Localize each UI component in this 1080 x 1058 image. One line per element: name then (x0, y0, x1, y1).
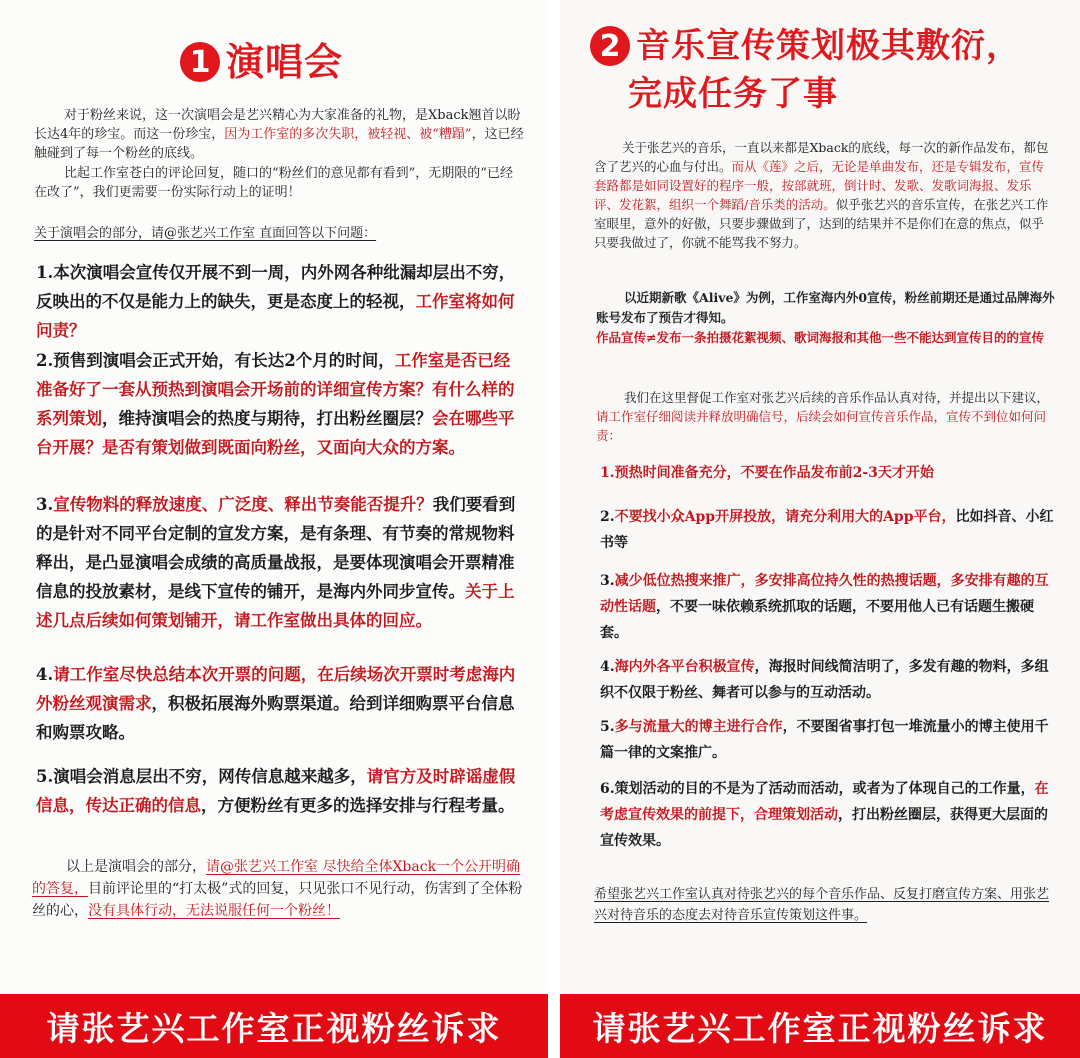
highlight-text: 工作室将如何问责？ (36, 292, 515, 340)
highlight-link-text: 请@张艺兴工作室 尽快给全体Xback一个公开明确的答复， (32, 859, 521, 897)
right-suggestion-1: 1.预热时间准备充分，不要在作品发布前2-3天才开始 (600, 465, 934, 481)
highlight-text: 会在哪些平台开展？是否有策划做到既面向粉丝，又面向大众的方案。 (36, 409, 515, 457)
highlight-text: 宣传物料的释放速度、广泛度、释出节奏能否提升？ (53, 495, 433, 514)
left-lead-line: 关于演唱会的部分，请@张艺兴工作室 直面回答以下问题： (34, 226, 377, 241)
left-question-3 (36, 490, 516, 635)
text: 5.演唱会消息层出不穷，网传信息越来越多， (36, 767, 367, 786)
text: 比如抖音、小红书等 (600, 509, 1054, 551)
highlight-text: 减少低位热搜来推广，多安排高位持久性的热搜话题，多安排有趣的互动性话题 (600, 573, 1049, 615)
text: ，打出粉丝圈层，获得更大层面的宣传效果。 (600, 807, 1048, 849)
text: 似乎张艺兴的音乐宣传，在张艺兴工作室眼里，意外的好傲，只要步骤做到了，达到的结果并不是你们在意的焦点，似乎只要我做过了，你就不能骂我不努力。 (594, 197, 1049, 250)
left-question-4 (36, 660, 516, 747)
highlight-text: 请工作室尽快总结本次开票的问题，在后续场次开票时考虑海内外粉丝观演需求 (36, 665, 516, 713)
highlight-text: 海内外各平台积极宣传 (614, 659, 755, 675)
highlight-text: 而从《莲》之后，无论是单曲发布，还是专辑发布，宣传套路都是如同设置好的程序一般，按部就班，倒计时、发歌、发歌词海报、发乐评、发花絮，组织一个舞蹈/音乐类的活动。 (594, 159, 1045, 212)
highlight-text: 关于上述几点后续如何策划铺开，请工作室做出具体的回应。 (36, 582, 515, 630)
highlight-text: 请官方及时辟谣虚假信息，传达正确的信息 (36, 767, 516, 815)
text: 4. (600, 659, 615, 675)
right-suggestion-4 (600, 654, 1060, 706)
text: ，不要图省事打包一堆流量小的博主使用千篇一律的文案推广。 (600, 719, 1049, 761)
right-title-line-1: 音乐宣传策划极其敷衍， (636, 26, 1021, 66)
text: ，方便粉丝有更多的选择安排与行程考量。 (201, 796, 515, 815)
left-title: 演唱会 (226, 40, 344, 84)
highlight-text: 请工作室仔细阅读并释放明确信号，后续会如何宣传音乐作品，宣传不到位如何问责： (596, 409, 1047, 443)
section-number-badge: 1 (180, 42, 220, 82)
text: 1.本次演唱会宣传仅开展不到一周，内外网各种纰漏却层出不穷，反映出的不仅是能力上的缺失，更是态度上的轻视， (36, 263, 516, 311)
text: 4. (36, 665, 54, 684)
highlight-text: 多与流量大的博主进行合作 (614, 719, 783, 735)
left-footer-banner: 请张艺兴工作室正视粉丝诉求 (0, 994, 548, 1058)
highlight-text: 因为工作室的多次失职，被轻视、被“糟蹋” (224, 127, 472, 142)
left-question-2 (36, 346, 516, 462)
text: ，这已经触碰到了每一个粉丝的底线。 (34, 127, 524, 161)
text: 关于张艺兴的音乐，一直以来都是Xback的底线，每一次的新作品发布，都包含了艺兴的心血与付出。 (594, 140, 1049, 174)
right-title-block (590, 22, 1021, 70)
text: 2.预售到演唱会正式开始，有长达2个月的时间， (36, 351, 395, 370)
text: 6.策划活动的目的不是为了活动而活动，或者为了体现自己的工作量， (600, 781, 1035, 797)
right-suggestion-5 (600, 714, 1060, 766)
section-number-badge: 2 (590, 26, 630, 66)
right-closing-paragraph: 希望张艺兴工作室认真对待张艺兴的每个音乐作品、反复打磨宣传方案、用张艺兴对待音乐的态度去对待音乐宣传策划这件事。 (594, 887, 1050, 923)
right-panel (560, 0, 1080, 1058)
right-suggestion-2 (600, 504, 1060, 556)
text: ，海报时间线简洁明了，多发有趣的物料，多组织不仅限于粉丝、舞者可以参与的互动活动。 (600, 659, 1049, 701)
text: 对于粉丝来说，这一次演唱会是艺兴精心为大家准备的礼物，是Xback翘首以盼长达4年的珍宝。而这一份珍宝， (34, 108, 521, 142)
text: 5. (600, 719, 615, 735)
text: 3. (600, 573, 615, 589)
text: 以近期新歌《Alive》为例，工作室海内外0宣传，粉丝前期还是通过品牌海外账号发布了预告才得知。 (596, 290, 1055, 325)
right-suggestion-3 (600, 568, 1060, 646)
highlight-link-text: 没有具体行动，无法说服任何一个粉丝！ (88, 903, 340, 919)
panel-divider (548, 0, 560, 1058)
left-outro-paragraph (32, 856, 528, 922)
right-suggestion-6 (600, 776, 1060, 854)
highlight-text: 作品宣传≠发布一条拍摄花絮视频、歌词海报和其他一些不能达到宣传目的的宣传 (596, 330, 1044, 345)
text: 目前评论里的“打太极”式的回复，只见张口不见行动，伤害到了全体粉丝的心， (32, 881, 523, 919)
right-paragraph-2 (596, 288, 1056, 348)
right-paragraph-3 (596, 388, 1056, 445)
text: 我们要看到的是针对不同平台定制的宣发方案，是有条理、有节奏的常规物料释出，是凸显演唱会成绩的高质量战报，是要体现演唱会开票精准信息的投放素材，是线下宣传的铺开，是海内外同步宣传。 (36, 495, 516, 601)
text: 以上是演唱会的部分， (66, 859, 206, 875)
left-question-5 (36, 762, 516, 820)
left-intro-paragraph-2: 比起工作室苍白的评论回复，随口的“粉丝们的意见都有看到”，无期限的“已经在改了”，我们更需要一份实际行动上的证明！ (34, 166, 513, 200)
right-footer-banner: 请张艺兴工作室正视粉丝诉求 (560, 994, 1080, 1058)
left-intro-paragraph-1 (34, 106, 524, 163)
text: ，不要一味依赖系统抓取的话题，不要用他人已有话题生搬硬套。 (600, 599, 1034, 641)
highlight-text: 不要找小众App开屏投放，请充分利用大的App平台， (614, 509, 956, 525)
right-title-line-2: 完成任务了事 (628, 74, 838, 114)
text: ，积极拓展海外购票渠道。给到详细购票平台信息和购票攻略。 (36, 694, 515, 742)
text: ，维持演唱会的热度与期待，打出粉丝圈层？ (102, 409, 432, 428)
left-title-block (180, 38, 343, 86)
text: 3. (36, 495, 54, 514)
highlight-text: 在考虑宣传效果的前提下，合理策划活动 (600, 781, 1049, 823)
text: 2. (600, 509, 615, 525)
text: 我们在这里督促工作室对张艺兴后续的音乐作品认真对待，并提出以下建议， (624, 390, 1050, 405)
right-intro-paragraph (594, 138, 1054, 252)
highlight-text: 工作室是否已经准备好了一套从预热到演唱会开场前的详细宣传方案？有什么样的系列策划 (36, 351, 515, 428)
left-question-1 (36, 258, 516, 345)
